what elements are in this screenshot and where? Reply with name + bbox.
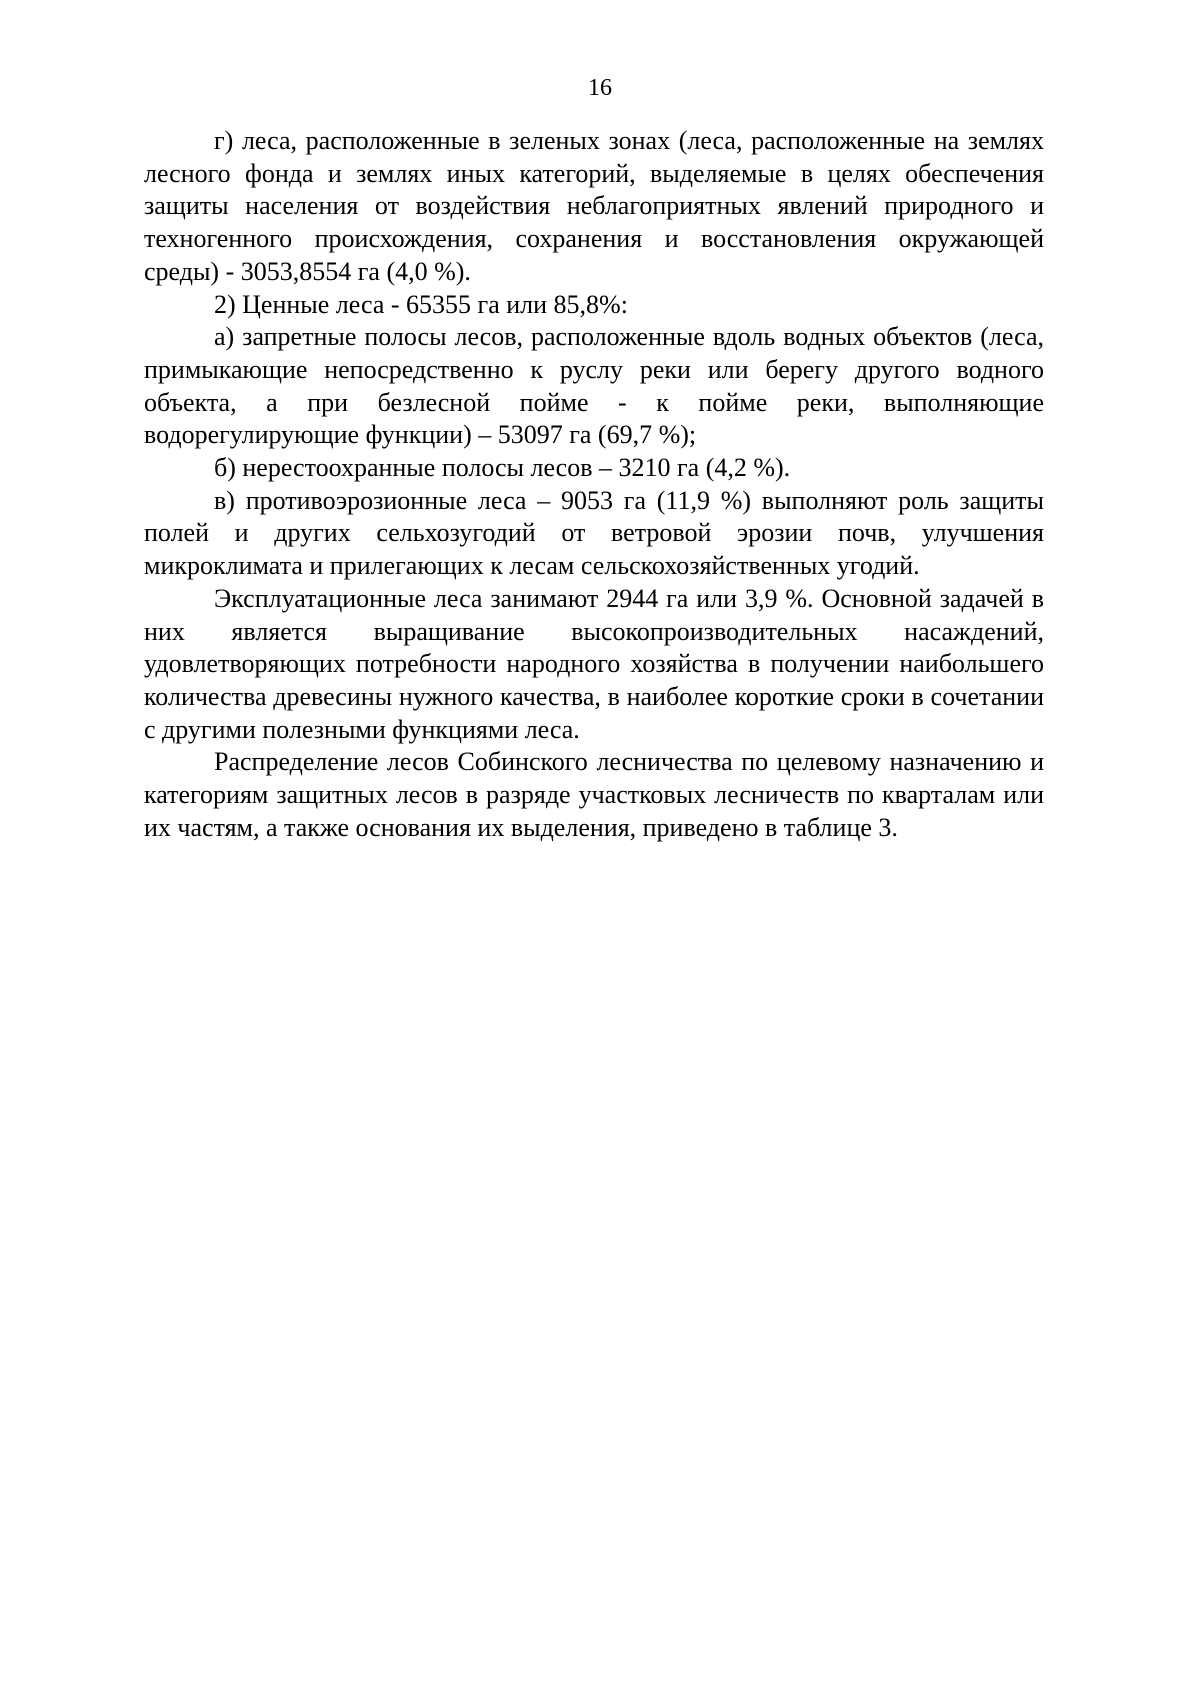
paragraph-water-protection-strips: а) запретные полосы лесов, расположенные вдоль водных объектов (леса, примыкающие непосредственно к руслу реки или берегу другого водного объекта, а при безлесной пойме - к пойме реки, выполняющие водорегулирующие функции) – 53097 га (69,7 %); [144,322,1044,450]
page-number: 16 [588,75,612,101]
text-body [144,125,1044,844]
paragraph-spawning-protection-strips: б) нерестоохранные полосы лесов – 3210 га (4,2 %). [214,453,791,483]
paragraph-anti-erosion-forests: в) противоэрозионные леса – 9053 га (11,9 %) выполняют роль защиты полей и других сельхозугодий от ветровой эрозии почв, улучшения микроклимата и прилегающих к лесам сельскохозяйственных угодий. [144,485,1044,581]
paragraph-green-zones: г) леса, расположенные в зеленых зонах (леса, расположенные на землях лесного фонда и землях иных категорий, выделяемые в целях обеспечения защиты населения от воздействия неблагоприятных явлений природного и техногенного происхождения, сохранения и восстановления окружающей среды) - 3053,8554 га (4,0 %). [144,126,1044,286]
paragraph-valuable-forests: 2) Ценные леса - 65355 га или 85,8%: [214,289,628,319]
paragraph-production-forests: Эксплуатационные леса занимают 2944 га или 3,9 %. Основной задачей в них является выращивание высокопроизводительных насаждений, удовлетворяющих потребности народного хозяйства в получении наибольшего количества древесины нужного качества, в наиболее короткие сроки в сочетании с другими полезными функциями леса. [144,583,1044,744]
paragraph-distribution-summary: Распределение лесов Собинского лесничества по целевому назначению и категориям защитных лесов в разряде участковых лесничеств по кварталам или их частям, а также основания их выделения, приведено в таблице 3. [144,747,1044,842]
